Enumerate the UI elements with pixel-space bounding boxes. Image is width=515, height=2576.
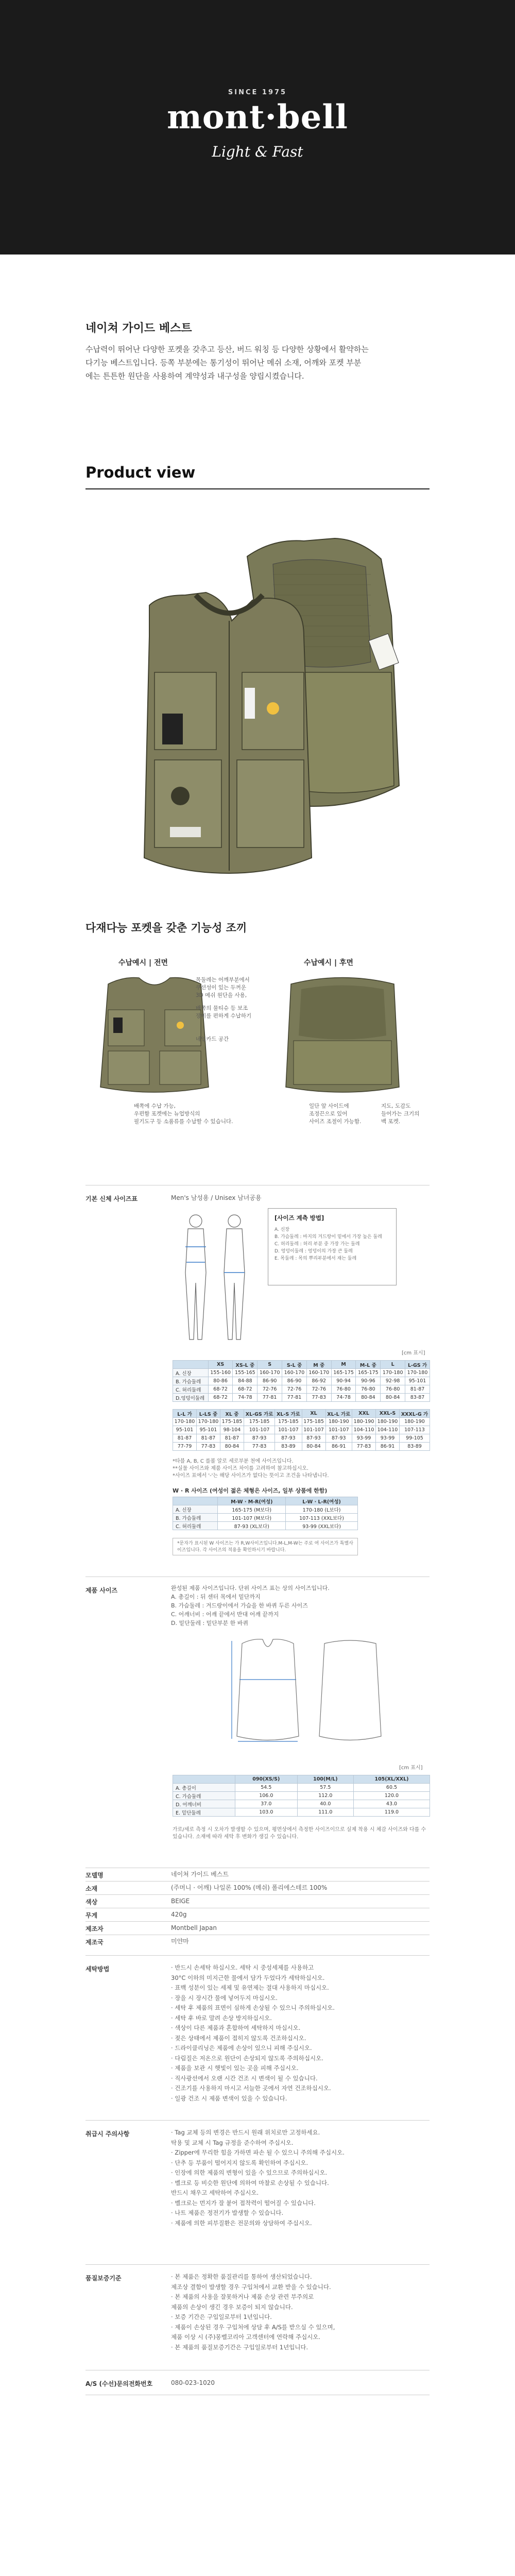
table-cell: 77-83 bbox=[352, 1443, 376, 1451]
table-cell: 106.0 bbox=[235, 1792, 297, 1800]
table-cell: 170-180 bbox=[196, 1418, 220, 1426]
table-row bbox=[173, 1792, 430, 1800]
table-header-cell: XL-S 가로 bbox=[275, 1410, 302, 1418]
divider bbox=[85, 1894, 430, 1895]
table-header-cell: XS bbox=[208, 1361, 233, 1369]
table-row bbox=[173, 1426, 430, 1434]
care-label: 취급시 주의사항 bbox=[85, 2130, 130, 2138]
vest-front-illustration bbox=[144, 592, 312, 873]
measure-step: D. 엉덩이둘레 : 엉덩이의 가장 큰 둘레 bbox=[274, 1249, 353, 1254]
table-cell: 57.5 bbox=[297, 1784, 353, 1792]
spec-label: 모델명 bbox=[85, 1872, 104, 1879]
table-cell: 68-72 bbox=[208, 1385, 233, 1394]
table-cell: 90-94 bbox=[331, 1377, 356, 1385]
table-cell: D. 어깨너비 bbox=[173, 1800, 235, 1808]
care-list bbox=[171, 2128, 345, 2228]
table-cell: 86-90 bbox=[258, 1377, 282, 1385]
table-cell: 77-81 bbox=[258, 1394, 282, 1402]
divider bbox=[85, 488, 430, 489]
product-view-heading: Product view bbox=[85, 464, 196, 481]
table-header-cell bbox=[173, 1775, 235, 1784]
table-cell: 40.0 bbox=[297, 1800, 353, 1808]
spec-label: 무게 bbox=[85, 1912, 98, 1919]
desc-line: 완성된 제품 사이즈입니다. 단위 사이즈 표는 상의 사이즈입니다. bbox=[171, 1585, 330, 1591]
back-pocket-photo bbox=[281, 969, 404, 1097]
table-cell: 160-170 bbox=[306, 1369, 331, 1377]
note-line: 장비를 편하게 수납하기 bbox=[196, 1013, 252, 1019]
table-header-cell: XXXL-G 가 bbox=[400, 1410, 430, 1418]
brand-tagline: Light & Fast bbox=[212, 143, 303, 160]
table-header-cell: M bbox=[331, 1361, 356, 1369]
table-header-cell: XL-GS 가로 bbox=[244, 1410, 274, 1418]
note-line bbox=[196, 999, 283, 1005]
list-item: · 제품에 의한 피부질환은 전문의와 상담하여 주십시오. bbox=[171, 2219, 312, 2227]
table-cell: 101-107 bbox=[275, 1426, 302, 1434]
size-table-1 bbox=[173, 1360, 430, 1402]
list-item: · 세탁 후 제품의 표면이 심하게 손상될 수 있으니 주의하십시오. bbox=[171, 2004, 335, 2011]
list-item: 제조상 결함이 발생할 경우 구입처에서 교환 받을 수 있습니다. bbox=[171, 2283, 331, 2291]
list-item: · 표백 성분이 있는 세제 및 유연제는 절대 사용하지 마십시오. bbox=[171, 1984, 329, 1991]
list-item: 탁용 및 교체 시 Tag 규정을 준수하여 주십시오. bbox=[171, 2139, 294, 2146]
table-cell: 155-165 bbox=[233, 1369, 258, 1377]
wash-label: 세탁방법 bbox=[85, 1965, 110, 1973]
table-cell: 84-88 bbox=[233, 1377, 258, 1385]
table-header-cell bbox=[173, 1497, 218, 1505]
front-caption: 수납예시 | 전면 bbox=[118, 959, 168, 967]
measure-step: E. 목둘레 : 목의 뿌리부분에서 재는 둘레 bbox=[274, 1256, 357, 1261]
table-row bbox=[173, 1522, 358, 1530]
wash-list bbox=[171, 1963, 335, 2104]
measure-steps bbox=[274, 1226, 390, 1262]
table-row bbox=[173, 1800, 430, 1808]
table-cell: 180-190 bbox=[376, 1418, 400, 1426]
table-cell: 37.0 bbox=[235, 1800, 297, 1808]
brand-hero bbox=[0, 0, 515, 255]
table-cell: 107-113 (XXL보다) bbox=[286, 1514, 358, 1522]
table-notes bbox=[173, 1458, 430, 1480]
list-item: · 세탁 후 바로 말려 손상 방지하십시오. bbox=[171, 2014, 272, 2022]
product-size-note: 가로/세로 측정 시 오차가 발생할 수 있으며, 평면상에서 측정한 사이즈이므로 실제 착용 시 체감 사이즈와 다를 수 있습니다. 소재에 따라 세탁 후 변화가 생길 수 있습니다. bbox=[173, 1827, 426, 1840]
back-note-right bbox=[381, 1103, 433, 1126]
table-cell: C. 허리둘레 bbox=[173, 1522, 218, 1530]
table-cell: C. 가슴둘레 bbox=[173, 1792, 235, 1800]
table-cell: 175-185 bbox=[275, 1418, 302, 1426]
table-header-row bbox=[173, 1775, 430, 1784]
note-line: 지도, 도감도 bbox=[381, 1103, 411, 1109]
table-cell: A. 총길이 bbox=[173, 1784, 235, 1792]
table-cell: 175-185 bbox=[220, 1418, 244, 1426]
divider bbox=[85, 1881, 430, 1882]
note-line: 목둘레는 어깨부분에서 bbox=[196, 977, 250, 983]
table-cell: 92-98 bbox=[381, 1377, 405, 1385]
table-cell: 101-107 bbox=[302, 1426, 325, 1434]
table-header-cell: 100(M/L) bbox=[297, 1775, 353, 1784]
table-row bbox=[173, 1394, 430, 1402]
table-cell: 76-80 bbox=[331, 1385, 356, 1394]
list-item: · 직사광선에서 오랜 시간 건조 시 변색이 될 수 있습니다. bbox=[171, 2074, 318, 2082]
table-cell: 112.0 bbox=[297, 1792, 353, 1800]
list-item: · 일광 건조 시 제품 변색이 있을 수 있습니다. bbox=[171, 2094, 287, 2102]
measure-guide bbox=[268, 1208, 397, 1285]
as-phone: 080-023-1020 bbox=[171, 2379, 215, 2386]
table-header-row bbox=[173, 1497, 358, 1505]
note-line: 쿠션성이 있는 두꺼운 bbox=[196, 985, 246, 991]
table-cell: 43.0 bbox=[353, 1800, 430, 1808]
table-cell: 80-86 bbox=[208, 1377, 233, 1385]
unit-text: [cm 표시] bbox=[402, 1350, 425, 1356]
table-cell: 175-185 bbox=[302, 1418, 325, 1426]
table-cell: 101-107 (M보다) bbox=[218, 1514, 286, 1522]
table-cell: 95-101 bbox=[196, 1426, 220, 1434]
table-cell: 111.0 bbox=[297, 1808, 353, 1817]
spec-label: 소재 bbox=[85, 1885, 98, 1892]
table-header-cell: XXL-S bbox=[376, 1410, 400, 1418]
table-cell: 80-84 bbox=[356, 1394, 381, 1402]
divider bbox=[85, 2120, 430, 2121]
table-header-cell: XL 중 bbox=[220, 1410, 244, 1418]
table-cell: 60.5 bbox=[353, 1784, 430, 1792]
size-table-wr bbox=[173, 1497, 358, 1530]
table-cell: 80-84 bbox=[220, 1443, 244, 1451]
table-header-cell: XXL bbox=[352, 1410, 376, 1418]
divider bbox=[85, 1921, 430, 1922]
table-header-cell: XL bbox=[302, 1410, 325, 1418]
table-cell: 83-89 bbox=[400, 1443, 430, 1451]
as-label: A/S (수선)문의전화번호 bbox=[85, 2380, 153, 2387]
list-item: · 젖은 상태에서 제품이 접히지 않도록 건조하십시오. bbox=[171, 2034, 306, 2042]
table-cell: 170-180 (L보다) bbox=[286, 1505, 358, 1514]
product-view-image bbox=[118, 518, 407, 878]
table-cell: D.엉덩이둘레 bbox=[173, 1394, 209, 1402]
table-cell: 101-107 bbox=[244, 1426, 274, 1434]
table-cell: 107-113 bbox=[400, 1426, 430, 1434]
table-cell: 99-105 bbox=[400, 1434, 430, 1443]
table-cell: 77-83 bbox=[244, 1443, 274, 1451]
table-cell: 77-81 bbox=[282, 1394, 307, 1402]
note-line: 사이즈 조절이 가능함. bbox=[309, 1118, 362, 1125]
product-size-desc bbox=[171, 1584, 330, 1628]
table-header-cell: S-L 중 bbox=[282, 1361, 307, 1369]
list-item: 제품 이상 시 (주)몽벨코리아 고객센터에 연락해 주십시오. bbox=[171, 2333, 321, 2341]
list-item: · 벨크로는 먼지가 잘 붙어 접착력이 떨어질 수 있습니다. bbox=[171, 2199, 316, 2207]
table-header-row bbox=[173, 1410, 430, 1418]
table-header-cell: L-W · L-R(여성) bbox=[286, 1497, 358, 1505]
table-cell: 68-72 bbox=[208, 1394, 233, 1402]
size-table-2 bbox=[173, 1409, 430, 1451]
table-cell: 170-180 bbox=[381, 1369, 405, 1377]
quality-list bbox=[171, 2272, 335, 2352]
table-cell: 77-79 bbox=[173, 1443, 197, 1451]
note-line: 네임카드 공간 bbox=[196, 1036, 229, 1042]
back-caption: 수납예시 | 후면 bbox=[304, 959, 354, 967]
list-item: · 제품을 보관 시 햇빛이 있는 곳을 피해 주십시오. bbox=[171, 2064, 299, 2072]
table-header-cell: M 중 bbox=[306, 1361, 331, 1369]
table-cell: 98-104 bbox=[220, 1426, 244, 1434]
table-cell: 104-110 bbox=[376, 1426, 400, 1434]
table-cell: 77-83 bbox=[196, 1443, 220, 1451]
table-cell: 175-185 bbox=[244, 1418, 274, 1426]
unit-text-2: [cm 표시] bbox=[399, 1765, 423, 1771]
table-cell: A. 신장 bbox=[173, 1505, 218, 1514]
table-cell: 86-91 bbox=[376, 1443, 400, 1451]
list-item: · 장을 시 장시간 물에 넣어두지 마십시오. bbox=[171, 1994, 278, 2002]
table-row bbox=[173, 1369, 430, 1377]
vest-measure-diagram bbox=[221, 1633, 391, 1752]
table-cell: 77-83 bbox=[306, 1394, 331, 1402]
measure-step: C. 허리둘레 : 허리 부분 중 가장 가는 둘레 bbox=[274, 1242, 360, 1247]
table-cell: 81-87 bbox=[196, 1434, 220, 1443]
table-header-cell: 105(XL/XXL) bbox=[353, 1775, 430, 1784]
spec-label: 색상 bbox=[85, 1899, 98, 1906]
list-item: · 드라이클리닝은 제품에 손상이 있으니 피해 주십시오. bbox=[171, 2044, 312, 2052]
table-row bbox=[173, 1385, 430, 1394]
table-cell: 83-87 bbox=[405, 1394, 430, 1402]
table-header-cell: L-LS 중 bbox=[196, 1410, 220, 1418]
table-cell: E. 밑단둘레 bbox=[173, 1808, 235, 1817]
table-cell: 165-175 bbox=[356, 1369, 381, 1377]
table-cell: 83-89 bbox=[275, 1443, 302, 1451]
list-item: · 본 제품의 품질보증기간은 구입일로부터 1년입니다. bbox=[171, 2343, 308, 2351]
front-bottom-note bbox=[134, 1103, 247, 1126]
table-cell: 95-101 bbox=[405, 1377, 430, 1385]
list-item: · 인장에 의한 제품의 변형이 있을 수 있으므로 주의하십시오. bbox=[171, 2169, 328, 2176]
table-header-cell: L-L 가 bbox=[173, 1410, 197, 1418]
table-header-cell: M-L 중 bbox=[356, 1361, 381, 1369]
table-cell: 87-93 bbox=[244, 1434, 274, 1443]
table-row bbox=[173, 1514, 358, 1522]
list-item: · 보증 기간은 구입일로부터 1년입니다. bbox=[171, 2313, 272, 2320]
note-line: 들어가는 크기의 bbox=[381, 1111, 420, 1117]
table-cell: 86-92 bbox=[306, 1377, 331, 1385]
table-cell: B. 가슴둘레 bbox=[173, 1377, 209, 1385]
spec-value: 미얀마 bbox=[171, 1938, 189, 1945]
table-row bbox=[173, 1808, 430, 1817]
table-cell: 81-87 bbox=[220, 1434, 244, 1443]
table-cell: 87-93 (XL보다) bbox=[218, 1522, 286, 1530]
table-cell: 119.0 bbox=[353, 1808, 430, 1817]
intro-line: 다기능 베스트입니다. 등쪽 부분에는 통기성이 뛰어난 메쉬 소재, 어깨와 포켓 부분 bbox=[85, 358, 362, 367]
desc-line: C. 어깨너비 : 어깨 끝에서 반대 어깨 끝까지 bbox=[171, 1611, 279, 1618]
table-cell: 81-87 bbox=[405, 1385, 430, 1394]
spec-label: 제조국 bbox=[85, 1939, 104, 1946]
table-cell: 80-84 bbox=[302, 1443, 325, 1451]
table-header-cell: L bbox=[381, 1361, 405, 1369]
note-line: 우편함 포켓에는 뉴업방식의 bbox=[134, 1111, 200, 1117]
desc-line: A. 총길이 : 뒤 센터 목에서 밑단까지 bbox=[171, 1594, 261, 1600]
note-line bbox=[196, 1020, 283, 1036]
table-cell: 170-180 bbox=[405, 1369, 430, 1377]
table-cell: 72-76 bbox=[282, 1385, 307, 1394]
table-cell: 120.0 bbox=[353, 1792, 430, 1800]
table-cell: A. 신장 bbox=[173, 1369, 209, 1377]
back-note-left bbox=[309, 1103, 371, 1126]
measure-title: [사이즈 계측 방법] bbox=[274, 1214, 324, 1222]
note-line: 백 포켓. bbox=[381, 1118, 401, 1125]
table-header-cell: XL-L 가로 bbox=[325, 1410, 352, 1418]
table-cell: 95-101 bbox=[173, 1426, 197, 1434]
table-cell: 76-80 bbox=[356, 1385, 381, 1394]
intro-line: 에는 튼튼한 원단을 사용하여 계약성과 내구성을 양립시켰습니다. bbox=[85, 371, 304, 381]
size-label: 기본 신체 사이즈표 bbox=[85, 1195, 138, 1202]
list-item: · 나트 제품은 정전기가 발생할 수 있습니다. bbox=[171, 2209, 284, 2216]
table-cell: 180-190 bbox=[400, 1418, 430, 1426]
table-row bbox=[173, 1434, 430, 1443]
table-cell: 86-90 bbox=[282, 1377, 307, 1385]
table-cell: 93-99 bbox=[376, 1434, 400, 1443]
table-header-cell: S bbox=[258, 1361, 282, 1369]
table-cell: 180-190 bbox=[325, 1418, 352, 1426]
table-cell: 80-84 bbox=[381, 1394, 405, 1402]
list-item: 30°C 이하의 미지근한 물에서 담가 두었다가 세탁하십시오. bbox=[171, 1974, 325, 1981]
table-cell: 103.0 bbox=[235, 1808, 297, 1817]
note-line: *타블 A, B, C 를볼 알로 세로부분 천에 사이즈입니다. bbox=[173, 1459, 294, 1464]
table-cell: 54.5 bbox=[235, 1784, 297, 1792]
table-cell: 104-110 bbox=[352, 1426, 376, 1434]
quality-label: 품질보증기준 bbox=[85, 2275, 122, 2282]
wr-title: W · R 사이즈 (여성이 젊은 체형은 사이즈, 일부 상품에 한함) bbox=[173, 1487, 328, 1494]
wr-note: *문자가 표시된 W 사이즈는 가 R,W사이즈입니다.M-L,M-W는 주로 여 사이즈가 특별사이즈입니다. 각 사이즈의 적용을 확인하시기 바랍니다. bbox=[173, 1538, 358, 1555]
table-cell: 87-93 bbox=[325, 1434, 352, 1443]
table-cell: 87-93 bbox=[302, 1434, 325, 1443]
list-item: · 제품이 손상된 경우 구입처에 상담 후 A/S를 받으실 수 있으며, bbox=[171, 2323, 335, 2331]
spec-value: BEIGE bbox=[171, 1897, 190, 1905]
intro-line: 수납력이 뛰어난 다양한 포켓을 갖추고 등산, 버드 워칭 등 다양한 상황에서 활약하는 bbox=[85, 345, 369, 354]
table-header-cell: 090(XS/S) bbox=[235, 1775, 297, 1784]
list-item: · Tag 교체 등의 변경은 반드시 원래 위치로만 고정하세요. bbox=[171, 2129, 320, 2136]
spec-value: 420g bbox=[171, 1911, 187, 1918]
note-line: 배쪽에 수납 가능, bbox=[134, 1103, 176, 1109]
table-cell: 74-78 bbox=[331, 1394, 356, 1402]
desc-line: B. 가슴둘레 : 겨드랑이에서 가슴을 한 바퀴 두른 사이즈 bbox=[171, 1602, 308, 1609]
front-notes bbox=[196, 976, 283, 1043]
list-item: · Zipper에 무리한 힘을 가하면 파손 될 수 있으니 주의해 주십시오. bbox=[171, 2149, 345, 2156]
table-header-cell bbox=[173, 1361, 209, 1369]
table-cell: 76-80 bbox=[381, 1385, 405, 1394]
body-figures bbox=[175, 1211, 258, 1345]
list-item: · 본 제품은 정확한 품질관리를 통하여 생산되었습니다. bbox=[171, 2273, 312, 2280]
table-row bbox=[173, 1784, 430, 1792]
table-row bbox=[173, 1443, 430, 1451]
list-item: 반드시 채우고 세탁하여 주십시오. bbox=[171, 2189, 259, 2196]
divider bbox=[85, 1955, 430, 1956]
list-item: · 다림질은 저온으로 원단이 손상되지 않도록 주의하십시오. bbox=[171, 2054, 323, 2062]
table-cell: 72-76 bbox=[258, 1385, 282, 1394]
table-cell: 180-190 bbox=[352, 1418, 376, 1426]
desc-line: D. 밑단둘레 : 밑단부분 한 바퀴 bbox=[171, 1620, 249, 1626]
list-item: 제품의 손상이 생긴 경우 보증이 되지 않습니다. bbox=[171, 2303, 293, 2311]
product-title: 네이쳐 가이드 베스트 bbox=[85, 322, 192, 335]
table-cell: 101-107 bbox=[325, 1426, 352, 1434]
table-cell: 68-72 bbox=[233, 1385, 258, 1394]
brand-logo: mont·bell bbox=[167, 98, 348, 137]
list-item: · 벨크로 등 비슷한 원단에 의하여 마찰로 손상될 수 있습니다. bbox=[171, 2179, 329, 2187]
note-line: **실물 사이즈와 제품 사이즈 차이를 고려하여 참고하십시오. bbox=[173, 1466, 309, 1471]
list-item: · 단추 등 부품이 떨어지지 않도록 확인하여 주십시오. bbox=[171, 2159, 308, 2166]
table-cell: 87-93 bbox=[275, 1434, 302, 1443]
since-text: SINCE 1975 bbox=[228, 89, 287, 96]
table-row bbox=[173, 1377, 430, 1385]
table-cell: 160-170 bbox=[282, 1369, 307, 1377]
table-row bbox=[173, 1505, 358, 1514]
list-item: · 색상이 다른 제품과 혼합하여 세탁하지 마십시오. bbox=[171, 2024, 301, 2031]
table-cell: 165-175 bbox=[331, 1369, 356, 1377]
spec-label: 제조자 bbox=[85, 1925, 104, 1933]
table-cell: 90-96 bbox=[356, 1377, 381, 1385]
table-cell: 86-91 bbox=[325, 1443, 352, 1451]
product-intro bbox=[85, 343, 441, 383]
note-line: *사이즈 표에서 '-'는 해당 사이즈가 없다는 뜻이고 조건을 나타냅니다. bbox=[173, 1473, 329, 1479]
table-cell: 93-99 bbox=[352, 1434, 376, 1443]
table-cell: 93-99 (XXL보다) bbox=[286, 1522, 358, 1530]
list-item: · 본 제품의 사용을 잘못하거나 제품 손상 관련 부주의로 bbox=[171, 2293, 314, 2300]
note-line: 배쪽의 물티슈 등 보조 bbox=[196, 1005, 248, 1011]
note-line: 일단 앞 사이드에 bbox=[309, 1103, 349, 1109]
table-cell: 81-87 bbox=[173, 1434, 197, 1443]
spec-value: Montbell Japan bbox=[171, 1924, 217, 1931]
list-item: · 반드시 손세탁 하십시오. 세탁 시 중성세제를 사용하고 bbox=[171, 1964, 314, 1971]
spec-value: (주머니 · 어깨) 나일론 100% (메쉬) 폴리에스테르 100% bbox=[171, 1884, 328, 1891]
table-row bbox=[173, 1418, 430, 1426]
table-header-cell: XS-L 중 bbox=[233, 1361, 258, 1369]
table-cell: 160-170 bbox=[258, 1369, 282, 1377]
note-line: 조정끈으로 있어 bbox=[309, 1111, 348, 1117]
table-cell: 74-78 bbox=[233, 1394, 258, 1402]
measure-step: B. 가슴둘레 : 바지의 겨드랑이 밑에서 가장 높은 둘레 bbox=[274, 1234, 382, 1240]
product-size-table bbox=[173, 1775, 430, 1817]
table-cell: 170-180 bbox=[173, 1418, 197, 1426]
measure-step: A. 신장 bbox=[274, 1227, 290, 1232]
table-cell: 155-160 bbox=[208, 1369, 233, 1377]
divider bbox=[85, 2264, 430, 2265]
table-header-cell: L-GS 가 bbox=[405, 1361, 430, 1369]
list-item: · 건조기를 사용하지 마시고 서늘한 곳에서 자연 건조하십시오. bbox=[171, 2084, 331, 2092]
product-size-label: 제품 사이즈 bbox=[85, 1587, 118, 1594]
table-cell: B. 가슴둘레 bbox=[173, 1514, 218, 1522]
size-sub: Men's 남성용 / Unisex 남녀공용 bbox=[171, 1194, 262, 1201]
note-line: 3D 메쉬 원단을 사용, bbox=[196, 992, 247, 998]
pockets-heading: 다재다능 포켓을 갖춘 기능성 조끼 bbox=[85, 922, 247, 934]
table-header-cell: M-W · M-R(여성) bbox=[218, 1497, 286, 1505]
note-line: 필기도구 등 소품류를 수납할 수 있습니다. bbox=[134, 1118, 233, 1125]
table-header-row bbox=[173, 1361, 430, 1369]
spec-value: 네이쳐 가이드 베스트 bbox=[171, 1871, 229, 1878]
table-cell: 72-76 bbox=[306, 1385, 331, 1394]
table-cell: 165-175 (M보다) bbox=[218, 1505, 286, 1514]
table-cell: C. 허리둘레 bbox=[173, 1385, 209, 1394]
